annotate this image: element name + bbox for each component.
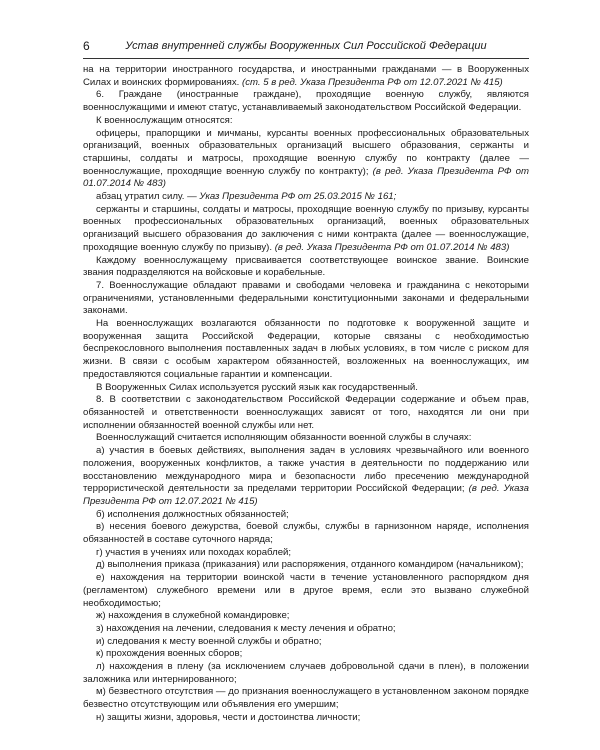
paragraph	[83, 255, 529, 280]
document-body	[83, 64, 529, 725]
paragraph-text: л) нахождения в плену (за исключением случаев добровольной сдачи в плен), в положении заложника или интернированного;	[83, 661, 529, 685]
list-item	[83, 547, 529, 560]
paragraph-text: г) участия в учениях или походах кораблей;	[96, 546, 292, 558]
paragraph-text: м) безвестного отсутствия — до признания военнослужащего в установленном законом порядке безвестно отсутствующим или объявления его умершим;	[83, 686, 529, 711]
paragraph	[83, 382, 529, 395]
paragraph-text: Военнослужащий считается исполняющим обязанности военной службы в случаях:	[96, 432, 472, 444]
amendment-note: (в ред. Указа Президента РФ от 01.07.2014 № 483)	[274, 241, 510, 253]
paragraph	[83, 318, 529, 382]
paragraph	[83, 128, 529, 192]
paragraph	[83, 432, 529, 445]
paragraph-text: в) несения боевого дежурства, боевой службы, службы в гарнизонном наряде, исполнения обязанностей в составе суточного наряда;	[83, 521, 529, 546]
list-item	[83, 572, 529, 610]
list-item	[83, 623, 529, 636]
paragraph-text: На военнослужащих возлагаются обязанности по подготовке к вооруженной защите и вооруженная защита Российской Федерации, которые связаны с необходимостью беспрекословного выполнения поставленных задач в любых условиях, в том числе с риском для жизни. В связи с особым характером обязанностей, возложенных на военнослужащих, им предоставляются социальные гарантии и компенсации.	[83, 318, 529, 380]
page-header	[83, 38, 529, 59]
paragraph	[83, 394, 529, 432]
paragraph-text: абзац утратил силу. —	[96, 191, 200, 203]
amendment-note: Указ Президента РФ от 25.03.2015 № 161;	[199, 191, 397, 203]
running-title: Устав внутренней службы Вооруженных Сил Российской Федерации	[125, 40, 487, 52]
amendment-note: (в ред. Указа Президента РФ от 12.07.2021 № 415)	[83, 483, 529, 507]
list-item	[83, 521, 529, 546]
list-item	[83, 661, 529, 686]
paragraph-text: е) нахождения на территории воинской части в течение установленного распорядком дня (регламентом) служебного времени или в другое время, если это вызвано служебной необходимостью;	[83, 572, 529, 609]
paragraph-text: и) следования к месту военной службы и обратно;	[96, 635, 322, 647]
paragraph-text: офицеры, прапорщики и мичманы, курсанты военных профессиональных образовательных организаций, военных образовательных организаций высшего образования, сержанты и старшины, солдаты и матросы, проходящие военную службу по контракту (далее — военнослужащие, проходящие военную службу по контракту);	[83, 127, 529, 177]
paragraph-text: Каждому военнослужащему присваивается соответствующее воинское звание. Воинские звания подразделяются на войсковые и корабельные.	[83, 254, 529, 279]
paragraph-text: н) защиты жизни, здоровья, чести и достоинства личности;	[96, 711, 361, 723]
list-item	[83, 445, 529, 509]
paragraph-text: сержанты и старшины, солдаты и матросы, проходящие военную службу по призыву, курсанты военных профессиональных образовательных организаций, военных образовательных организаций высшего образования до заключения с ними контракта (далее — военнослужащие, проходящие военную службу по призыву).	[83, 203, 529, 253]
list-item	[83, 636, 529, 649]
list-item	[83, 610, 529, 623]
amendment-note: (в ред. Указа Президента РФ от 01.07.2014 № 483)	[83, 165, 529, 190]
paragraph	[83, 64, 529, 89]
paragraph	[83, 204, 529, 255]
paragraph	[83, 89, 529, 114]
paragraph	[83, 191, 529, 204]
amendment-note: (ст. 5 в ред. Указа Президента РФ от 12.07.2021 № 415)	[242, 76, 503, 88]
paragraph-text: 6. Граждане (иностранные граждане), проходящие военную службу, являются военнослужащими и имеют статус, устанавливаемый законодательством Российской Федерации.	[83, 89, 529, 114]
paragraph-text: д) выполнения приказа (приказания) или распоряжения, отданного командиром (начальником);	[96, 559, 524, 571]
paragraph-text: ж) нахождения в служебной командировке;	[96, 610, 290, 622]
list-item	[83, 648, 529, 661]
list-item	[83, 559, 529, 572]
paragraph-text: к) прохождения военных сборов;	[96, 648, 243, 660]
paragraph-text: 8. В соответствии с законодательством Российской Федерации содержание и объем прав, обязанностей и ответственности военнослужащих зависят от того, находятся ли они при исполнении обязанностей военной службы или нет.	[83, 394, 529, 431]
paragraph-text: В Вооруженных Силах используется русский язык как государственный.	[96, 381, 418, 393]
paragraph-text: 7. Военнослужащие обладают правами и свободами человека и гражданина с некоторыми ограничениями, установленными федеральными конституционными законами и федеральными законами.	[83, 279, 529, 317]
paragraph-text: б) исполнения должностных обязанностей;	[96, 508, 289, 520]
paragraph	[83, 280, 529, 318]
paragraph-text: а) участия в боевых действиях, выполнения задач в условиях чрезвычайного или военного положения, вооруженных конфликтов, а также участия в деятельности по поддержанию или восстановлению международного мира и безопасности либо пресечению международной террористической деятельности за пределами территории Российской Федерации;	[83, 445, 529, 495]
list-item	[83, 686, 529, 711]
paragraph	[83, 115, 529, 128]
paragraph-text: К военнослужащим относятся:	[96, 114, 233, 126]
list-item	[83, 712, 529, 725]
paragraph-text: на на территории иностранного государства, и иностранными гражданами — в Вооруженных Силах и воинских формированиях.	[83, 64, 529, 88]
paragraph-text: з) нахождения на лечении, следования к месту лечения и обратно;	[96, 622, 396, 634]
page-number: 6	[83, 39, 90, 53]
list-item	[83, 509, 529, 522]
